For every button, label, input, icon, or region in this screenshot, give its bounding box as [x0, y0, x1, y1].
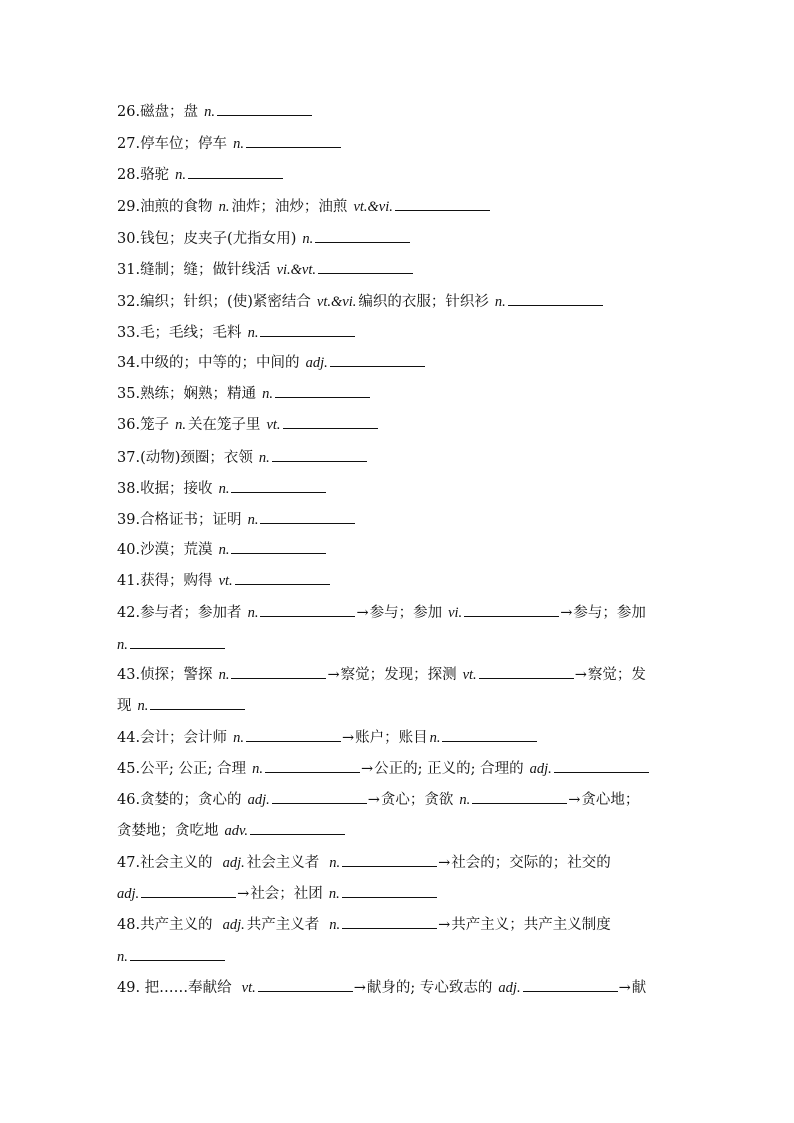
answer-blank[interactable]: [150, 695, 245, 710]
answer-blank[interactable]: [330, 352, 425, 367]
answer-blank[interactable]: [272, 447, 367, 462]
answer-blank[interactable]: [342, 883, 437, 898]
answer-blank[interactable]: [130, 946, 225, 961]
item-39: 39.合格证书；证明 n.: [117, 509, 677, 530]
answer-blank[interactable]: [315, 228, 410, 243]
item-47: 47.社会主义的 adj. 社会主义者 n. →社会的；交际的；社交的: [117, 852, 677, 873]
answer-blank[interactable]: [141, 883, 236, 898]
answer-blank[interactable]: [395, 196, 490, 211]
item-32: 32.编织；针织；(使)紧密结合 vt.&vi. 编织的衣服；针织衫 n.: [117, 291, 677, 312]
item-28: 28.骆驼 n.: [117, 164, 677, 185]
answer-blank[interactable]: [235, 570, 330, 585]
item-49: 49. 把……奉献给 vt. →献身的; 专心致志的 adj. →献: [117, 977, 677, 998]
item-43: 43.侦探；警探 n. →察觉；发现；探测 vt. →察觉；发: [117, 664, 677, 685]
answer-blank[interactable]: [464, 602, 559, 617]
item-31: 31.缝制；缝；做针线活 vi.&vt.: [117, 259, 677, 280]
answer-blank[interactable]: [318, 259, 413, 274]
answer-blank[interactable]: [472, 789, 567, 804]
item-33: 33.毛；毛线；毛料 n.: [117, 322, 677, 343]
item-38: 38.收据；接收 n.: [117, 478, 677, 499]
item-45: 45.公平; 公正; 合理 n. →公正的; 正义的; 合理的 adj.: [117, 758, 677, 779]
answer-blank[interactable]: [265, 758, 360, 773]
item-42-cont: n.: [117, 634, 677, 655]
item-46-cont: 贪婪地；贪吃地 adv.: [117, 820, 677, 841]
item-44: 44.会计；会计师 n. →账户；账目 n.: [117, 727, 677, 748]
answer-blank[interactable]: [260, 322, 355, 337]
item-46: 46.贪婪的；贪心的 adj. →贪心；贪欲 n. →贪心地；: [117, 789, 677, 810]
item-27: 27.停车位；停车 n.: [117, 133, 677, 154]
item-35: 35.熟练；娴熟；精通 n.: [117, 383, 677, 404]
answer-blank[interactable]: [260, 509, 355, 524]
item-30: 30.钱包；皮夹子(尤指女用) n.: [117, 228, 677, 249]
item-26: 26.磁盘；盘 n.: [117, 101, 677, 122]
answer-blank[interactable]: [231, 539, 326, 554]
item-34: 34.中级的；中等的；中间的 adj.: [117, 352, 677, 373]
item-29: 29.油煎的食物 n. 油炸；油炒；油煎 vt.&vi.: [117, 196, 677, 217]
answer-blank[interactable]: [130, 634, 225, 649]
item-48-cont: n.: [117, 946, 677, 967]
item-40: 40.沙漠；荒漠 n.: [117, 539, 677, 560]
answer-blank[interactable]: [342, 914, 437, 929]
item-37: 37.(动物)颈圈；衣领 n.: [117, 447, 677, 468]
answer-blank[interactable]: [342, 852, 437, 867]
answer-blank[interactable]: [246, 133, 341, 148]
answer-blank[interactable]: [260, 602, 355, 617]
answer-blank[interactable]: [272, 789, 367, 804]
item-47-cont: adj. →社会；社团 n.: [117, 883, 677, 904]
answer-blank[interactable]: [479, 664, 574, 679]
answer-blank[interactable]: [442, 727, 537, 742]
answer-blank[interactable]: [283, 414, 378, 429]
item-42: 42.参与者；参加者 n. →参与；参加 vi. →参与；参加: [117, 602, 677, 623]
item-43-cont: 现 n.: [117, 695, 677, 716]
item-36: 36.笼子 n. 关在笼子里 vt.: [117, 414, 677, 435]
answer-blank[interactable]: [275, 383, 370, 398]
answer-blank[interactable]: [217, 101, 312, 116]
answer-blank[interactable]: [231, 478, 326, 493]
answer-blank[interactable]: [250, 820, 345, 835]
answer-blank[interactable]: [188, 164, 283, 179]
item-41: 41.获得；购得 vt.: [117, 570, 677, 591]
answer-blank[interactable]: [258, 977, 353, 992]
item-48: 48.共产主义的 adj. 共产主义者 n. →共产主义；共产主义制度: [117, 914, 677, 935]
answer-blank[interactable]: [554, 758, 649, 773]
answer-blank[interactable]: [246, 727, 341, 742]
answer-blank[interactable]: [523, 977, 618, 992]
answer-blank[interactable]: [508, 291, 603, 306]
answer-blank[interactable]: [231, 664, 326, 679]
